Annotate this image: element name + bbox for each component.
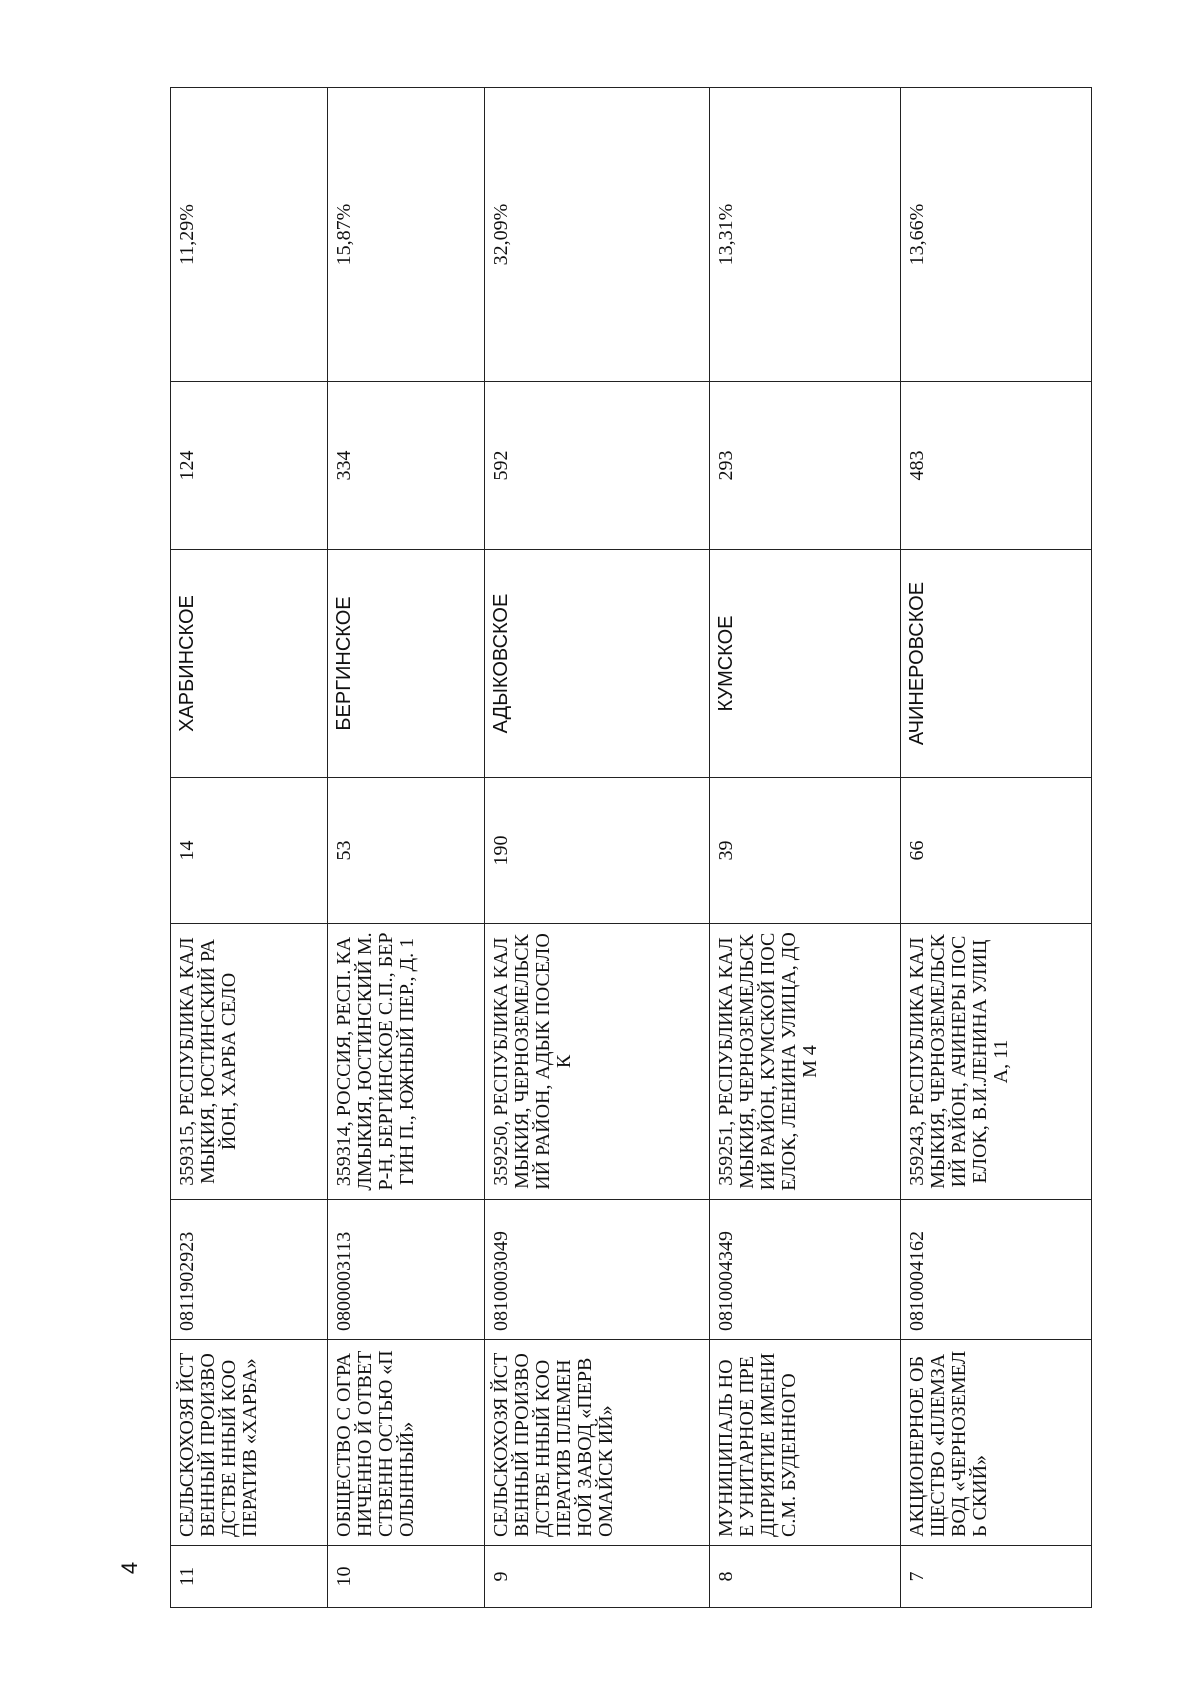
organization-name-cell: МУНИЦИПАЛЬ НОЕ УНИТАРНОЕ ПРЕДПРИЯТИЕ ИМЕНИ С.М. БУДЕННОГО (709, 1340, 900, 1546)
organization-name-cell: СЕЛЬСКОХОЗЯ ЙСТВЕННЫЙ ПРОИЗВОДСТВЕ ННЫЙ КООПЕРАТИВ ПЛЕМЕННОЙ ЗАВОД «ПЕРВОМАЙСК ИЙ» (485, 1340, 710, 1546)
total-count-cell: 334 (328, 382, 485, 550)
inn-code-cell: 0811902923 (171, 1200, 328, 1340)
total-count-cell: 483 (900, 382, 1091, 550)
row-number-cell: 7 (900, 1546, 1091, 1608)
total-count-cell: 293 (709, 382, 900, 550)
organization-name-cell: ОБЩЕСТВО С ОГРАНИЧЕННО Й ОТВЕТСТВЕНН ОСТЬЮ «ПОЛЫННЫЙ» (328, 1340, 485, 1546)
settlement-name-cell: КУМСКОЕ (709, 550, 900, 778)
organization-name-cell: АКЦИОНЕРНОЕ ОБЩЕСТВО «ПЛЕМЗАВОД «ЧЕРНОЗЕМЕЛЬ СКИЙ» (900, 1340, 1091, 1546)
percentage-cell: 32,09% (485, 88, 710, 382)
employee-count-cell: 53 (328, 778, 485, 924)
inn-code-cell: 0810004162 (900, 1200, 1091, 1340)
table-row (171, 88, 328, 1608)
row-number-cell: 11 (171, 1546, 328, 1608)
percentage-cell: 13,31% (709, 88, 900, 382)
inn-code-cell: 0810003049 (485, 1200, 710, 1340)
inn-code-cell: 0810004349 (709, 1200, 900, 1340)
address-cell: 359315, РЕСПУБЛИКА КАЛМЫКИЯ, ЮСТИНСКИЙ РАЙОН, ХАРБА СЕЛО (171, 924, 328, 1200)
employee-count-cell: 66 (900, 778, 1091, 924)
page-number: 4 (117, 1561, 142, 1575)
table-row (709, 88, 900, 1608)
percentage-cell: 15,87% (328, 88, 485, 382)
employee-count-cell: 14 (171, 778, 328, 924)
row-number-cell: 9 (485, 1546, 710, 1608)
row-number-cell: 10 (328, 1546, 485, 1608)
percentage-cell: 11,29% (171, 88, 328, 382)
table-row (328, 88, 485, 1608)
inn-code-cell: 0800003113 (328, 1200, 485, 1340)
settlement-name-cell: АЧИНЕРОВСКОЕ (900, 550, 1091, 778)
total-count-cell: 592 (485, 382, 710, 550)
address-cell: 359314, РОССИЯ, РЕСП. КАЛМЫКИЯ, ЮСТИНСКИЙ М.Р-Н, БЕРГИНСКОЕ С.П., БЕРГИН П., ЮЖНЫЙ ПЕР., Д. 1 (328, 924, 485, 1200)
settlement-name-cell: АДЫКОВСКОЕ (485, 550, 710, 778)
address-cell: 359250, РЕСПУБЛИКА КАЛМЫКИЯ, ЧЕРНОЗЕМЕЛЬСКИЙ РАЙОН, АДЫК ПОСЕЛОК (485, 924, 710, 1200)
registry-table (170, 87, 1092, 1608)
settlement-name-cell: ХАРБИНСКОЕ (171, 550, 328, 778)
address-cell: 359243, РЕСПУБЛИКА КАЛМЫКИЯ, ЧЕРНОЗЕМЕЛЬСКИЙ РАЙОН, АЧИНЕРЫ ПОСЕЛОК, В.И.ЛЕНИНА УЛИЦА, 11 (900, 924, 1091, 1200)
address-cell: 359251, РЕСПУБЛИКА КАЛМЫКИЯ, ЧЕРНОЗЕМЕЛЬСКИЙ РАЙОН, КУМСКОЙ ПОСЕЛОК, ЛЕНИНА УЛИЦА, ДОМ 4 (709, 924, 900, 1200)
percentage-cell: 13,66% (900, 88, 1091, 382)
table-row (900, 88, 1091, 1608)
table-row (485, 88, 710, 1608)
total-count-cell: 124 (171, 382, 328, 550)
table-sheet (170, 88, 1092, 1608)
settlement-name-cell: БЕРГИНСКОЕ (328, 550, 485, 778)
employee-count-cell: 190 (485, 778, 710, 924)
employee-count-cell: 39 (709, 778, 900, 924)
organization-name-cell: СЕЛЬСКОХОЗЯ ЙСТВЕННЫЙ ПРОИЗВОДСТВЕ ННЫЙ КООПЕРАТИВ «ХАРБА» (171, 1340, 328, 1546)
row-number-cell: 8 (709, 1546, 900, 1608)
